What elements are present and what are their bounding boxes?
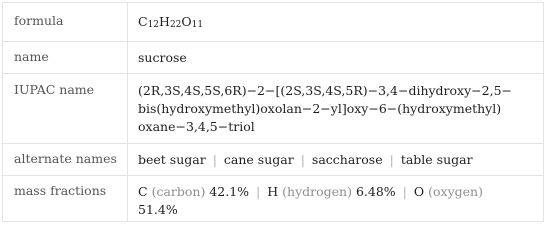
separator: | <box>402 184 407 199</box>
formula-carbon-count: 12 <box>147 20 160 30</box>
formula-hydrogen: H <box>159 14 170 29</box>
label-alternate-names: alternate names <box>14 151 117 166</box>
iupac-line-2: bis(hydroxymethyl)oxolan−2−yl]oxy−6−(hydroxymethyl) <box>138 101 502 116</box>
alternate-name: beet sugar <box>138 152 206 167</box>
label-iupac-name: IUPAC name <box>14 82 95 97</box>
iupac-line-1: (2R,3S,4S,5S,6R)−2−[(2S,3S,4S,5R)−3,4−dihydroxy−2,5− <box>138 83 512 98</box>
separator: | <box>300 152 305 167</box>
alternate-name: table sugar <box>400 152 473 167</box>
alternate-name: cane sugar <box>223 152 294 167</box>
element-name-hydrogen: (hydrogen) <box>282 184 352 199</box>
label-formula: formula <box>14 13 64 28</box>
sucrose-properties-table <box>2 2 544 222</box>
element-name-oxygen: (oxygen) <box>428 184 483 199</box>
row-alternate-names <box>3 143 543 175</box>
value-alternate-names <box>138 151 535 169</box>
separator: | <box>256 184 261 199</box>
element-symbol-hydrogen: H <box>267 184 279 199</box>
mass-fraction-carbon: 42.1% <box>209 184 250 199</box>
label-mass-fractions: mass fractions <box>14 183 107 198</box>
mass-fraction-oxygen: 51.4% <box>138 202 178 217</box>
alternate-name: saccharose <box>311 152 383 167</box>
label-name: name <box>14 49 49 64</box>
formula-oxygen: O <box>181 14 192 29</box>
row-iupac-name <box>3 73 543 143</box>
element-name-carbon: (carbon) <box>151 184 206 199</box>
formula-oxygen-count: 11 <box>191 20 204 30</box>
value-name: sucrose <box>138 50 187 65</box>
separator: | <box>389 152 394 167</box>
row-mass-fractions <box>3 175 543 223</box>
separator: | <box>212 152 217 167</box>
iupac-line-3: oxane−3,4,5−triol <box>138 119 255 134</box>
formula-hydrogen-count: 22 <box>169 20 182 30</box>
element-symbol-oxygen: O <box>413 184 425 199</box>
value-mass-fractions <box>138 183 535 219</box>
value-iupac-name <box>138 82 535 136</box>
element-symbol-carbon: C <box>138 184 148 199</box>
formula-carbon: C <box>138 14 148 29</box>
value-formula <box>138 13 535 31</box>
mass-fraction-hydrogen: 6.48% <box>355 184 396 199</box>
row-formula <box>3 3 543 41</box>
row-name <box>3 41 543 73</box>
